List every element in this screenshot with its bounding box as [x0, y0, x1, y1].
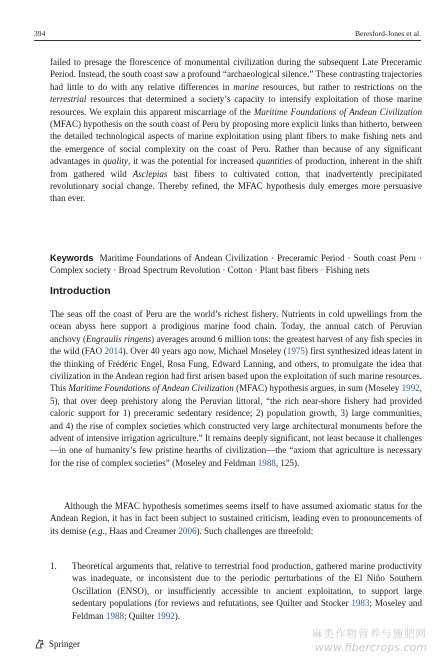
abstract-emphasis: quantities — [256, 156, 293, 167]
keywords-block — [50, 252, 422, 277]
abstract-emphasis: Maritime Foundations of Andean Civilization — [253, 106, 422, 117]
citation-link[interactable]: 2014 — [104, 346, 123, 357]
intro-paragraph-1 — [50, 308, 422, 469]
intro-text: ) first synthesized ideas latent in the thinking of Frédéric Engel, Rosa Fung, Edward Lanning, and others, to promulgate the idea that civilization in the Andean region had first arisen based upon the exploitation of such marine resources. This — [50, 346, 422, 394]
intro-text: ). Such challenges are threefold: — [196, 525, 314, 536]
intro-paragraph-2 — [50, 500, 422, 537]
abstract-text: resources that determined a society’s capacity to intensify exploitation of those marine resources. We explain this apparent miscarriage of the — [50, 94, 422, 117]
running-header — [34, 24, 421, 38]
header-rule — [34, 40, 421, 41]
citation-link[interactable]: 1983 — [351, 598, 370, 609]
citation-link[interactable]: 1992 — [401, 383, 420, 394]
intro-text: (MFAC) hypothesis argues, in sum (Moseley — [233, 383, 402, 394]
abstract-text: failed to presage the florescence of monumental civilization during the subsequent Late Preceramic Period. Instead, the south coast saw a profound “archaeological silence.” These contrasting trajectories had little to do with any relative differences in — [50, 57, 422, 92]
abstract-text: resources, but rather to restrictions on the — [258, 81, 422, 92]
abstract-emphasis: Asclepias — [132, 168, 168, 179]
watermark-line-2: www.fibercrops.com — [314, 641, 427, 654]
intro-text: ). Over 40 years ago now, Michael Moseley ( — [122, 346, 287, 357]
page-number: 394 — [34, 29, 46, 38]
list-text: ; Quilter — [124, 610, 157, 621]
abstract-emphasis: terrestrial — [50, 94, 87, 105]
abstract-text: bast fibers to cultivated cotton, that inadvertently precipitated revolutionary social change. Thereby refined, the MFAC hypothesis duly emerges more persuasive than ever. — [50, 168, 422, 204]
keywords-list: Maritime Foundations of Andean Civilization · Preceramic Period · South coast Peru · Complex society · Broad Spectrum Revolution · Cotton · Plant bast fibers · Fishing nets — [50, 253, 422, 276]
running-author: Beresford-Jones et al. — [354, 29, 421, 38]
list-text: Theoretical arguments that, relative to terrestrial food production, gathered marine productivity was inadequate, or inconsistent due to the periodic perturbations of the El Niño Southern Oscillation (ENSO), or insufficiently accessible to ancient exploitation, to support large sedentary populations (for reviews and refutations, see Quilter and Stocker — [72, 561, 422, 609]
intro-text: The seas off the coast of Peru are the world’s richest fishery. Nutrients in cold upwellings from the ocean abyss here support a prodigious marine food chain. Today, the annual catch of Peruvian anchovy ( — [50, 309, 422, 344]
abstract-text: , it was the potential for increased — [128, 156, 257, 167]
list-text: ). — [174, 610, 181, 621]
abstract-emphasis: quality — [102, 156, 129, 167]
page-footer — [34, 638, 80, 650]
springer-horse-icon — [34, 638, 46, 650]
intro-text: Although the MFAC hypothesis sometimes seems itself to have assumed axiomatic status for the Andean Region, it has in fact been subject to sustained criticism, leading even to pronouncements of its demise ( — [50, 501, 422, 536]
citation-link[interactable]: 1988 — [257, 457, 276, 468]
publisher-name: Springer — [49, 639, 80, 649]
watermark — [312, 628, 427, 654]
abstract-paragraph — [50, 56, 422, 205]
intro-emphasis: e.g. — [91, 525, 105, 536]
citation-link[interactable]: 1975 — [286, 346, 305, 357]
list-item-text — [72, 560, 422, 622]
intro-text: ) averages around 6 million tons: the greatest harvest of any fish species in the wild (FAO — [50, 333, 422, 357]
citation-link[interactable]: 1988 — [105, 610, 125, 621]
list-text: ; Moseley and Feldman — [72, 598, 422, 621]
list-number: 1. — [50, 561, 57, 571]
intro-text: , Haas and Creamer — [104, 525, 179, 536]
intro-text: , 125). — [275, 457, 300, 468]
keywords-label: Keywords — [50, 253, 94, 263]
abstract-emphasis: marine — [233, 81, 259, 92]
citation-link[interactable]: 1992 — [156, 610, 175, 621]
abstract-text: of production, inherent in the shift from gathered wild — [50, 156, 422, 179]
intro-text: , 5), that over deep prehistory along the Peruvian littoral, “the rich near-shore fishery had provided caloric support for 1) preceramic sedentary residence; 2) population growth, 3) large communities, and 4) the rise of complex societies which constructed very large architectural monuments before the advent of intensive irrigation agriculture.” It remains deeply significant, not least because it challenges—in one of humanity’s few pristine hearths of civilization—the “axiom that agriculture is necessary for the rise of complex societies” (Moseley and Feldman — [50, 383, 422, 468]
section-heading: Introduction — [50, 286, 111, 297]
species-name: Engraulis ringens — [85, 333, 152, 344]
watermark-line-1: 麻类作物营养与施肥网 — [312, 628, 427, 640]
abstract-text: (MFAC) hypothesis on the south coast of Peru by proposing more explicit links than hitherto, between the detailed technological aspects of marine exploitation using plant fibers to make fishing nets and the emergence of social complexity on the coast of Peru. Rather than because of any significant advantages in — [50, 119, 422, 167]
hypothesis-name: Maritime Foundations of Andean Civilization — [68, 383, 234, 394]
citation-link[interactable]: 2006 — [178, 525, 197, 536]
numbered-list-item — [50, 560, 422, 622]
